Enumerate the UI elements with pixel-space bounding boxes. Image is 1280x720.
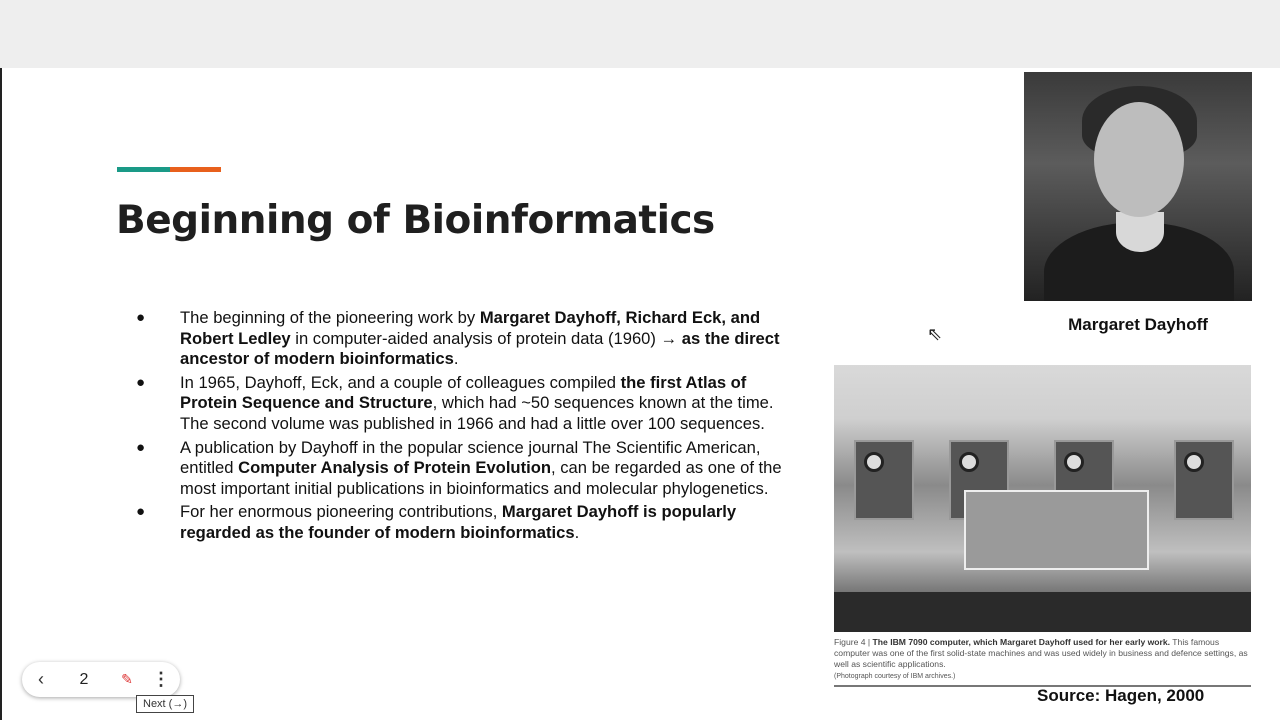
bullet-text: In 1965, Dayhoff, Eck, and a couple of colleagues compiled — [180, 372, 621, 392]
portrait-photo-margaret-dayhoff — [1024, 72, 1252, 301]
bullet-text: . — [453, 349, 459, 369]
bullet-text: The beginning of the pioneering work by — [180, 308, 480, 327]
presentation-controls — [22, 662, 180, 697]
bullet-icon: ● — [136, 503, 146, 521]
next-tooltip: Next (→) — [136, 695, 194, 713]
previous-slide-button[interactable]: ‹ — [38, 669, 44, 689]
bullet-text-bold: Computer Analysis of Protein Evolution — [238, 458, 551, 478]
figure-credit: (Photograph courtesy of IBM archives.) — [834, 673, 956, 680]
bullet-list — [136, 308, 796, 547]
bullet-item — [136, 502, 796, 543]
bullet-item — [136, 438, 796, 500]
bullet-text: . — [574, 522, 580, 542]
bullet-text: in computer-aided analysis of protein data (1960) → — [290, 328, 682, 348]
bullet-text-bold: Margaret Dayhoff, Richard Eck, and Robert Ledley — [180, 308, 761, 348]
bullet-item — [136, 373, 796, 435]
annotate-icon[interactable]: ✎ — [121, 671, 133, 687]
source-citation: Source: Hagen, 2000 — [1037, 686, 1205, 705]
more-options-icon[interactable]: ⋮ — [152, 669, 170, 689]
figure-caption-text: This famous computer was one of the first solid-state machines and was used widely in business and defence settings, as well as scientific applications. — [834, 637, 1248, 669]
bullet-text-bold: the first Atlas of Protein Sequence and Structure — [180, 372, 747, 413]
slide-title: Beginning of Bioinformatics — [116, 198, 715, 243]
bullet-icon: ● — [136, 309, 146, 326]
bullet-icon: ● — [136, 438, 146, 456]
slide-edge — [0, 68, 2, 720]
bullet-text: , can be regarded as one of the most important initial publications in bioinformatics and molecular phylogenetics. — [180, 458, 782, 498]
bullet-text-bold: as the direct ancestor of modern bioinformatics — [180, 328, 780, 369]
ibm-7090-photo — [834, 365, 1251, 632]
bullet-text-bold: Margaret Dayhoff is popularly regarded as the founder of modern bioinformatics — [180, 502, 737, 542]
figure-caption — [834, 637, 1251, 682]
accent-line-teal — [117, 167, 170, 172]
bullet-text: A publication by Dayhoff in the popular science journal The Scientific American, entitled — [180, 437, 761, 478]
mouse-cursor-icon: ⇖ — [927, 324, 943, 344]
bullet-text: For her enormous pioneering contributions, — [180, 502, 502, 522]
figure-caption-bold: The IBM 7090 computer, which Margaret Dayhoff used for her early work. — [872, 637, 1171, 647]
top-bar — [0, 0, 1280, 68]
figure-label: Figure 4 | — [834, 637, 873, 647]
accent-line-orange — [170, 167, 221, 172]
bullet-item — [136, 308, 796, 370]
portrait-caption: Margaret Dayhoff — [1068, 315, 1208, 334]
slide-number[interactable]: 2 — [79, 670, 89, 688]
bullet-text: , which had ~50 sequences known at the time. The second volume was published in 1966 and had a little over 100 sequences. — [180, 393, 774, 433]
bullet-icon: ● — [136, 373, 146, 391]
